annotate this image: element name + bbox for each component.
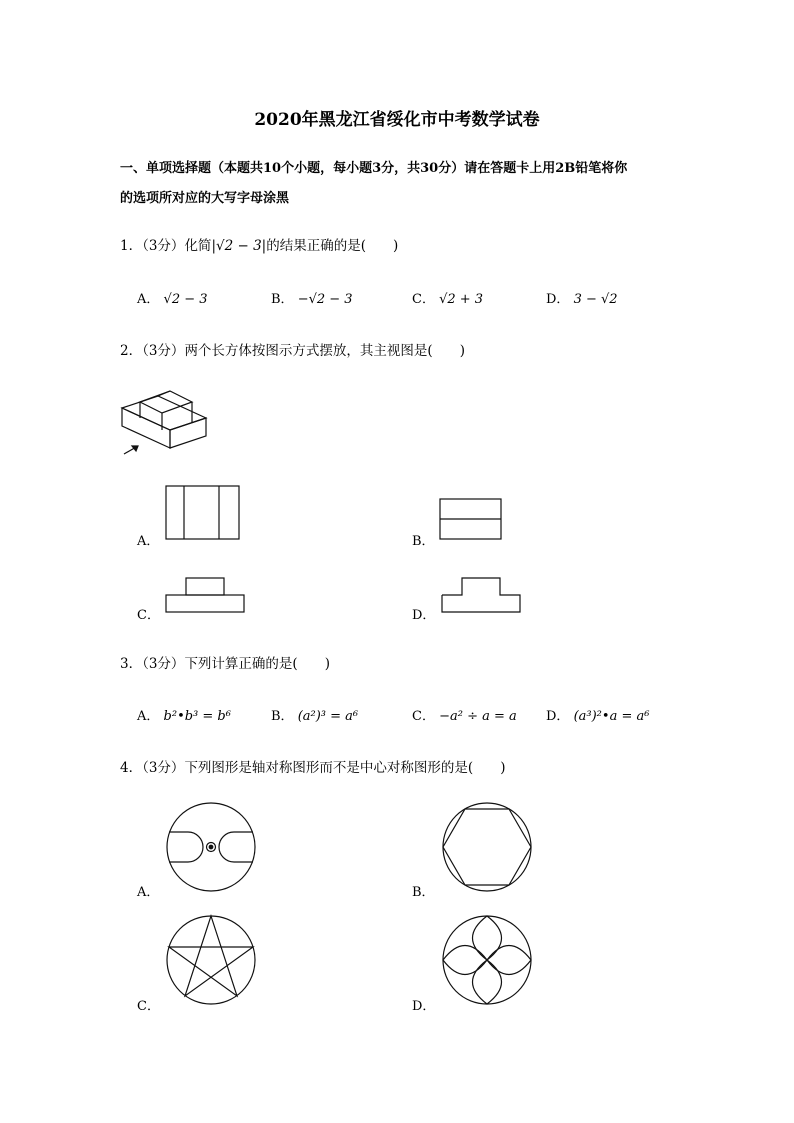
- option-text: √2 + 3: [439, 292, 484, 307]
- option-label: C．: [137, 608, 160, 623]
- question-number: 3．: [120, 656, 143, 672]
- q2-option-d-figure: [440, 574, 524, 616]
- q4-option-c[interactable]: [137, 995, 160, 1014]
- option-label: C．: [137, 999, 160, 1014]
- q2-option-a-figure: [164, 484, 242, 542]
- option-text: 3 − √2: [573, 292, 618, 307]
- option-text: −√2 − 3: [297, 292, 353, 307]
- q1-option-a[interactable]: [137, 288, 208, 307]
- question-number: 2．: [120, 343, 143, 359]
- section-heading-line1: 一、单项选择题（本题共10个小题，每小题3分，共30分）请在答题卡上用2B铅笔将你: [120, 161, 628, 176]
- option-label: D．: [546, 292, 570, 307]
- option-text: √2 − 3: [163, 292, 208, 307]
- q4-option-d[interactable]: [412, 995, 435, 1014]
- option-label: B．: [412, 885, 435, 900]
- option-label: C．: [412, 292, 435, 307]
- q4-option-d-figure: [438, 913, 536, 1007]
- q4-option-a-figure: [162, 800, 260, 894]
- q4-option-c-figure: [162, 913, 260, 1007]
- question-stem: 下列图形是轴对称图形而不是中心对称图形的是( ): [184, 760, 506, 776]
- q4-option-b-figure: [438, 800, 536, 894]
- question-stem: 两个长方体按图示方式摆放，其主视图是( ): [184, 343, 465, 359]
- question-number: 1．: [120, 238, 143, 254]
- q2-option-c-figure: [164, 574, 248, 616]
- q2-option-b-figure: [438, 497, 504, 542]
- question-expression: |√2 − 3|: [211, 238, 267, 254]
- question-stem: 下列计算正确的是( ): [184, 656, 330, 672]
- option-label: C．: [412, 709, 435, 724]
- question-score: （3分）: [142, 343, 185, 359]
- option-label: A．: [137, 709, 160, 724]
- option-label: A．: [137, 534, 160, 549]
- option-text: −a² ÷ a = a: [439, 709, 517, 724]
- q1-option-b[interactable]: [271, 288, 353, 307]
- option-label: D．: [412, 608, 436, 623]
- question-2: [120, 339, 465, 359]
- q3-option-a[interactable]: [137, 705, 231, 724]
- question-score: （3分）: [142, 656, 185, 672]
- q3-option-b[interactable]: [271, 705, 358, 724]
- q1-option-c[interactable]: [412, 288, 483, 307]
- q1-option-d[interactable]: [546, 288, 618, 307]
- q4-option-b[interactable]: [412, 881, 435, 900]
- option-label: B．: [271, 709, 294, 724]
- q3-option-d[interactable]: [546, 705, 649, 724]
- q2-option-c[interactable]: [137, 604, 160, 623]
- question-3: [120, 652, 330, 672]
- q4-option-a[interactable]: [137, 881, 159, 900]
- option-label: B．: [271, 292, 294, 307]
- option-label: A．: [137, 885, 160, 900]
- option-label: B．: [412, 534, 435, 549]
- q2-option-b[interactable]: [412, 530, 435, 549]
- section-heading-line2: 的选项所对应的大写字母涂黑: [120, 191, 290, 206]
- question-score: （3分）: [142, 238, 185, 254]
- question-1: [120, 234, 398, 254]
- option-text: (a³)²•a = a⁶: [573, 709, 650, 724]
- q2-option-a[interactable]: [137, 530, 159, 549]
- q3-option-c[interactable]: [412, 705, 517, 724]
- page-title: 2020年黑龙江省绥化市中考数学试卷: [254, 110, 540, 130]
- option-label: D．: [546, 709, 570, 724]
- question-score: （3分）: [142, 760, 185, 776]
- question-number: 4．: [120, 760, 143, 776]
- question-stem-end: 的结果正确的是( ): [266, 238, 399, 254]
- option-label: A．: [137, 292, 160, 307]
- two-boxes-isometric-figure: [118, 378, 213, 460]
- option-text: (a²)³ = a⁶: [297, 709, 359, 724]
- question-4: [120, 756, 505, 776]
- option-text: b²•b³ = b⁶: [163, 709, 231, 724]
- option-label: D．: [412, 999, 436, 1014]
- q2-option-d[interactable]: [412, 604, 435, 623]
- question-stem: 化简: [184, 238, 212, 254]
